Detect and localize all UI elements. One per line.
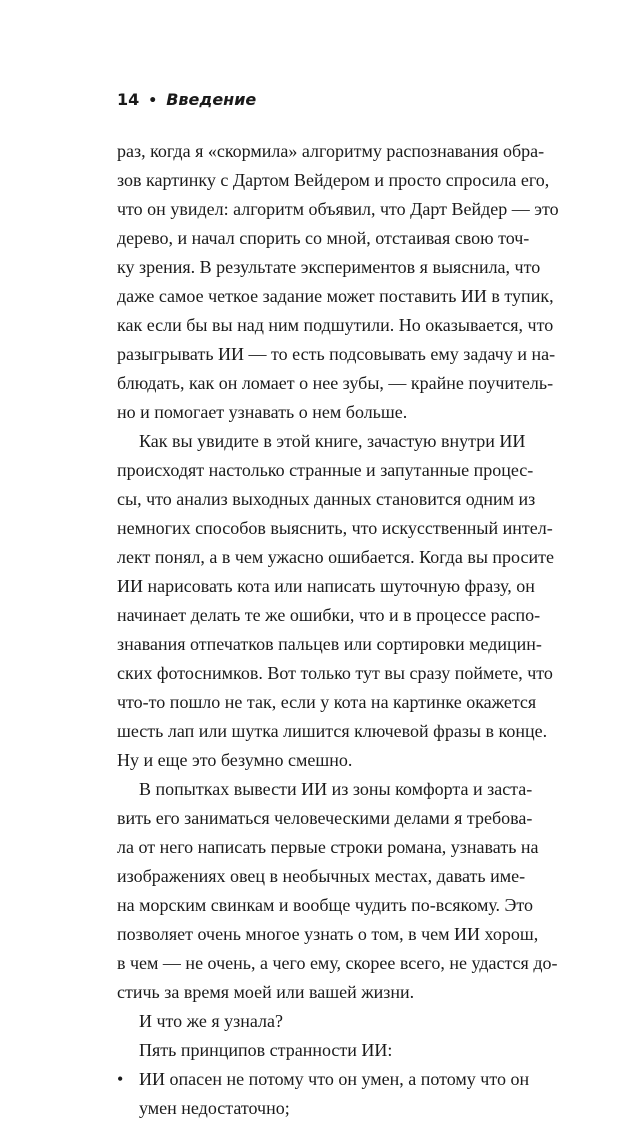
paragraph — [117, 775, 558, 1007]
text-line: раз, когда я «скормила» алгоритму распознавания обра- — [117, 141, 545, 161]
text-line: позволяет очень многое узнать о том, в чем ИИ хорош, — [117, 924, 539, 944]
paragraph — [117, 137, 559, 427]
text-line: изображениях овец в необычных местах, давать име- — [117, 866, 526, 886]
section-title: Введение — [166, 90, 257, 109]
bullet-line — [117, 1094, 525, 1123]
text-line: Пять принципов странности ИИ: — [139, 1040, 393, 1060]
text-line: немногих способов выяснить, что искусственный интел- — [117, 518, 553, 538]
text-line: блюдать, как он ломает о нее зубы, — крайне поучитель- — [117, 373, 554, 393]
text-line: ИИ нарисовать кота или написать шуточную фразу, он — [117, 576, 535, 596]
text-line: знавания отпечатков пальцев или сортировки медицин- — [117, 634, 542, 654]
text-line: сы, что анализ выходных данных становится одним из — [117, 489, 536, 509]
text-line: Ну и еще это безумно смешно. — [117, 750, 353, 770]
text-line: стичь за время моей или вашей жизни. — [117, 982, 415, 1002]
text-line: как если бы вы над ним подшутили. Но оказывается, что — [117, 315, 554, 335]
text-line: ку зрения. В результате экспериментов я выяснила, что — [117, 257, 541, 277]
text-line: даже самое четкое задание может поставить ИИ в тупик, — [117, 286, 554, 306]
page-number: 14 — [117, 90, 140, 109]
text-line: происходят настолько странные и запутанные процес- — [117, 460, 534, 480]
text-line: в чем — не очень, а чего ему, скорее всего, не удастся до- — [117, 953, 558, 973]
text-line: вить его заниматься человеческими делами я требова- — [117, 808, 533, 828]
text-line: дерево, и начал спорить со мной, отстаивая свою точ- — [117, 228, 530, 248]
text-line: И что же я узнала? — [139, 1011, 283, 1031]
text-line: но и помогает узнавать о нем больше. — [117, 402, 408, 422]
bullet-text: умен недостаточно; — [139, 1098, 290, 1118]
text-line: ла от него написать первые строки романа, узнавать на — [117, 837, 539, 857]
header-separator: • — [148, 93, 158, 109]
paragraph — [117, 1036, 525, 1065]
paragraph — [117, 427, 554, 775]
text-line: что он увидел: алгоритм объявил, что Дарт Вейдер — это — [117, 199, 559, 219]
bullet-marker: • — [117, 1069, 124, 1089]
bullet-line — [117, 1065, 530, 1094]
text-line: Как вы увидите в этой книге, зачастую внутри ИИ — [139, 431, 526, 451]
text-line: что-то пошло не так, если у кота на картинке окажется — [117, 692, 537, 712]
running-head — [117, 90, 256, 109]
text-line: В попытках вывести ИИ из зоны комфорта и заста- — [139, 779, 533, 799]
text-line: шесть лап или шутка лишится ключевой фразы в конце. — [117, 721, 548, 741]
text-line: на морским свинкам и вообще чудить по-всякому. Это — [117, 895, 534, 915]
text-line: лект понял, а в чем ужасно ошибается. Когда вы просите — [117, 547, 554, 567]
paragraph — [117, 1007, 525, 1036]
body-text — [117, 137, 559, 1123]
text-line: разыгрывать ИИ — то есть подсовывать ему задачу и на- — [117, 344, 556, 364]
bullet-text: ИИ опасен не потому что он умен, а потому что он — [139, 1069, 530, 1089]
text-line: ских фотоснимков. Вот только тут вы сразу поймете, что — [117, 663, 553, 683]
bullet-item — [117, 1065, 530, 1123]
text-line: зов картинку с Дартом Вейдером и просто спросила его, — [117, 170, 550, 190]
text-line: начинает делать те же ошибки, что и в процессе распо- — [117, 605, 541, 625]
